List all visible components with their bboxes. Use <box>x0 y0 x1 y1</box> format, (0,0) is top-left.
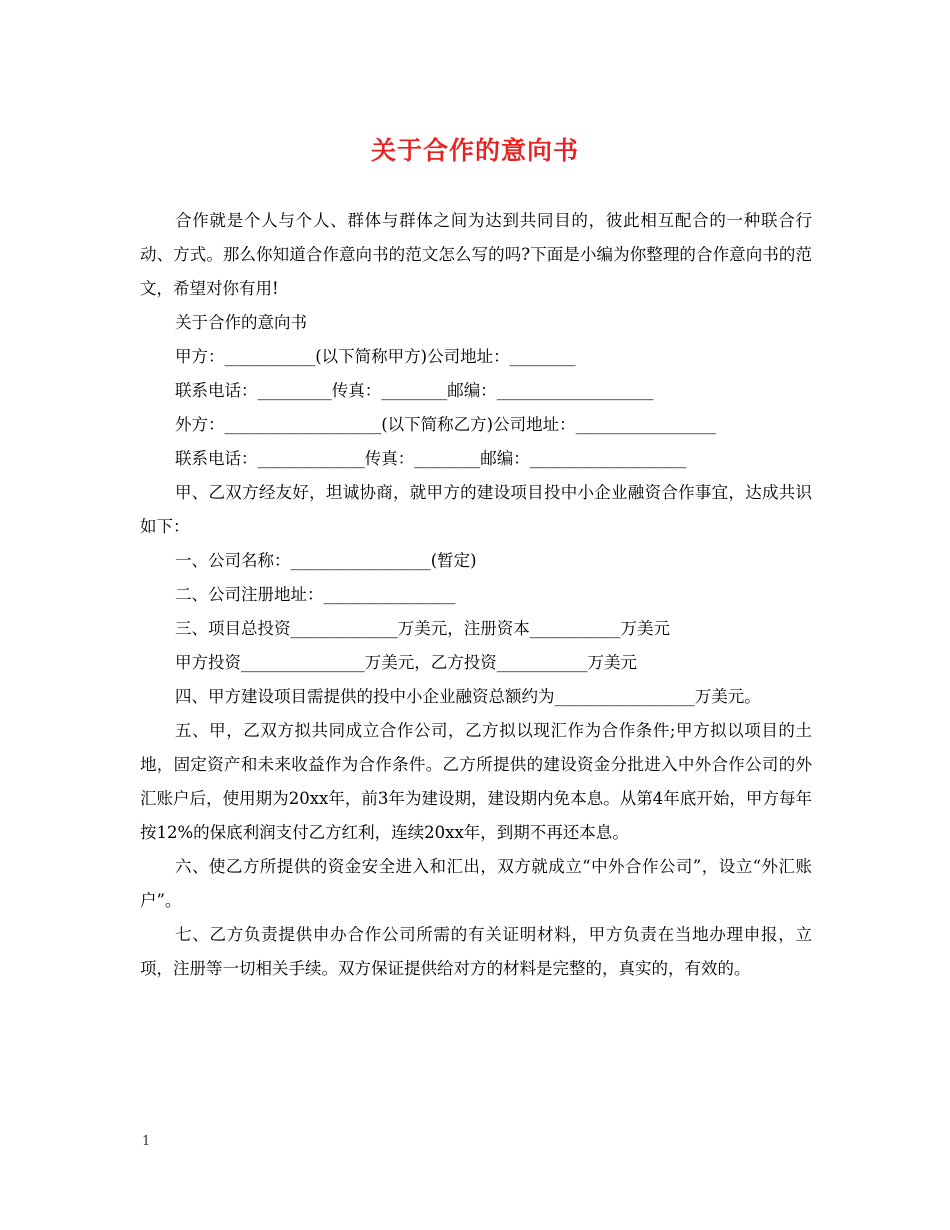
document-title: 关于合作的意向书 <box>370 136 579 165</box>
paragraph-clause-3: 三、项目总投资_____________万美元，注册资本___________万美元 <box>175 619 670 638</box>
paragraph-clause-5: 五、甲，乙双方拟共同成立合作公司，乙方拟以现汇作为合作条件;甲方拟以项目的土地，固定资产和未来收益作为合作条件。乙方所提供的建设资金分批进入中外合作公司的外汇账户后，使用期为20xx年，前3年为建设期，建设期内免本息。从第4年底开始，甲方每年按12%的保底利润支付乙方红利，连续20xx年，到期不再还本息。 <box>140 721 812 842</box>
paragraph-clause-7: 七、乙方负责提供申办合作公司所需的有关证明材料，甲方负责在当地办理申报，立项，注册等一切相关手续。双方保证提供给对方的材料是完整的，真实的，有效的。 <box>140 925 812 978</box>
paragraph-subtitle: 关于合作的意向书 <box>175 313 307 332</box>
paragraph-clause-6: 六、使乙方所提供的资金安全进入和汇出，双方就成立“中外合作公司”，设立“外汇账户”。 <box>140 857 812 910</box>
paragraph-intro: 合作就是个人与个人、群体与群体之间为达到共同目的，彼此相互配合的一种联合行动、方式。那么你知道合作意向书的范文怎么写的吗?下面是小编为你整理的合作意向书的范文，希望对你有用! <box>140 211 812 298</box>
page-number: 1 <box>142 1134 151 1149</box>
paragraph-party-a-contact: 联系电话：_________传真：________邮编：___________________ <box>175 381 654 400</box>
paragraph-party-b-contact: 联系电话：_____________传真：________邮编：___________________ <box>175 449 687 468</box>
paragraph-clause-1: 一、公司名称：_________________(暂定) <box>175 551 477 570</box>
paragraph-clause-3-investment: 甲方投资_______________万美元，乙方投资___________万美元 <box>175 653 637 672</box>
paragraph-party-a: 甲方：___________(以下简称甲方)公司地址：________ <box>175 347 576 366</box>
paragraph-clause-4: 四、甲方建设项目需提供的投中小企业融资总额约为_________________万美元。 <box>175 687 761 706</box>
paragraph-clause-2: 二、公司注册地址：________________ <box>175 585 456 604</box>
paragraph-consensus: 甲、乙双方经友好，坦诚协商，就甲方的建设项目投中小企业融资合作事宜，达成共识如下： <box>140 483 812 536</box>
document-body <box>140 204 812 986</box>
paragraph-party-b: 外方：___________________(以下简称乙方)公司地址：_________________ <box>175 415 716 434</box>
